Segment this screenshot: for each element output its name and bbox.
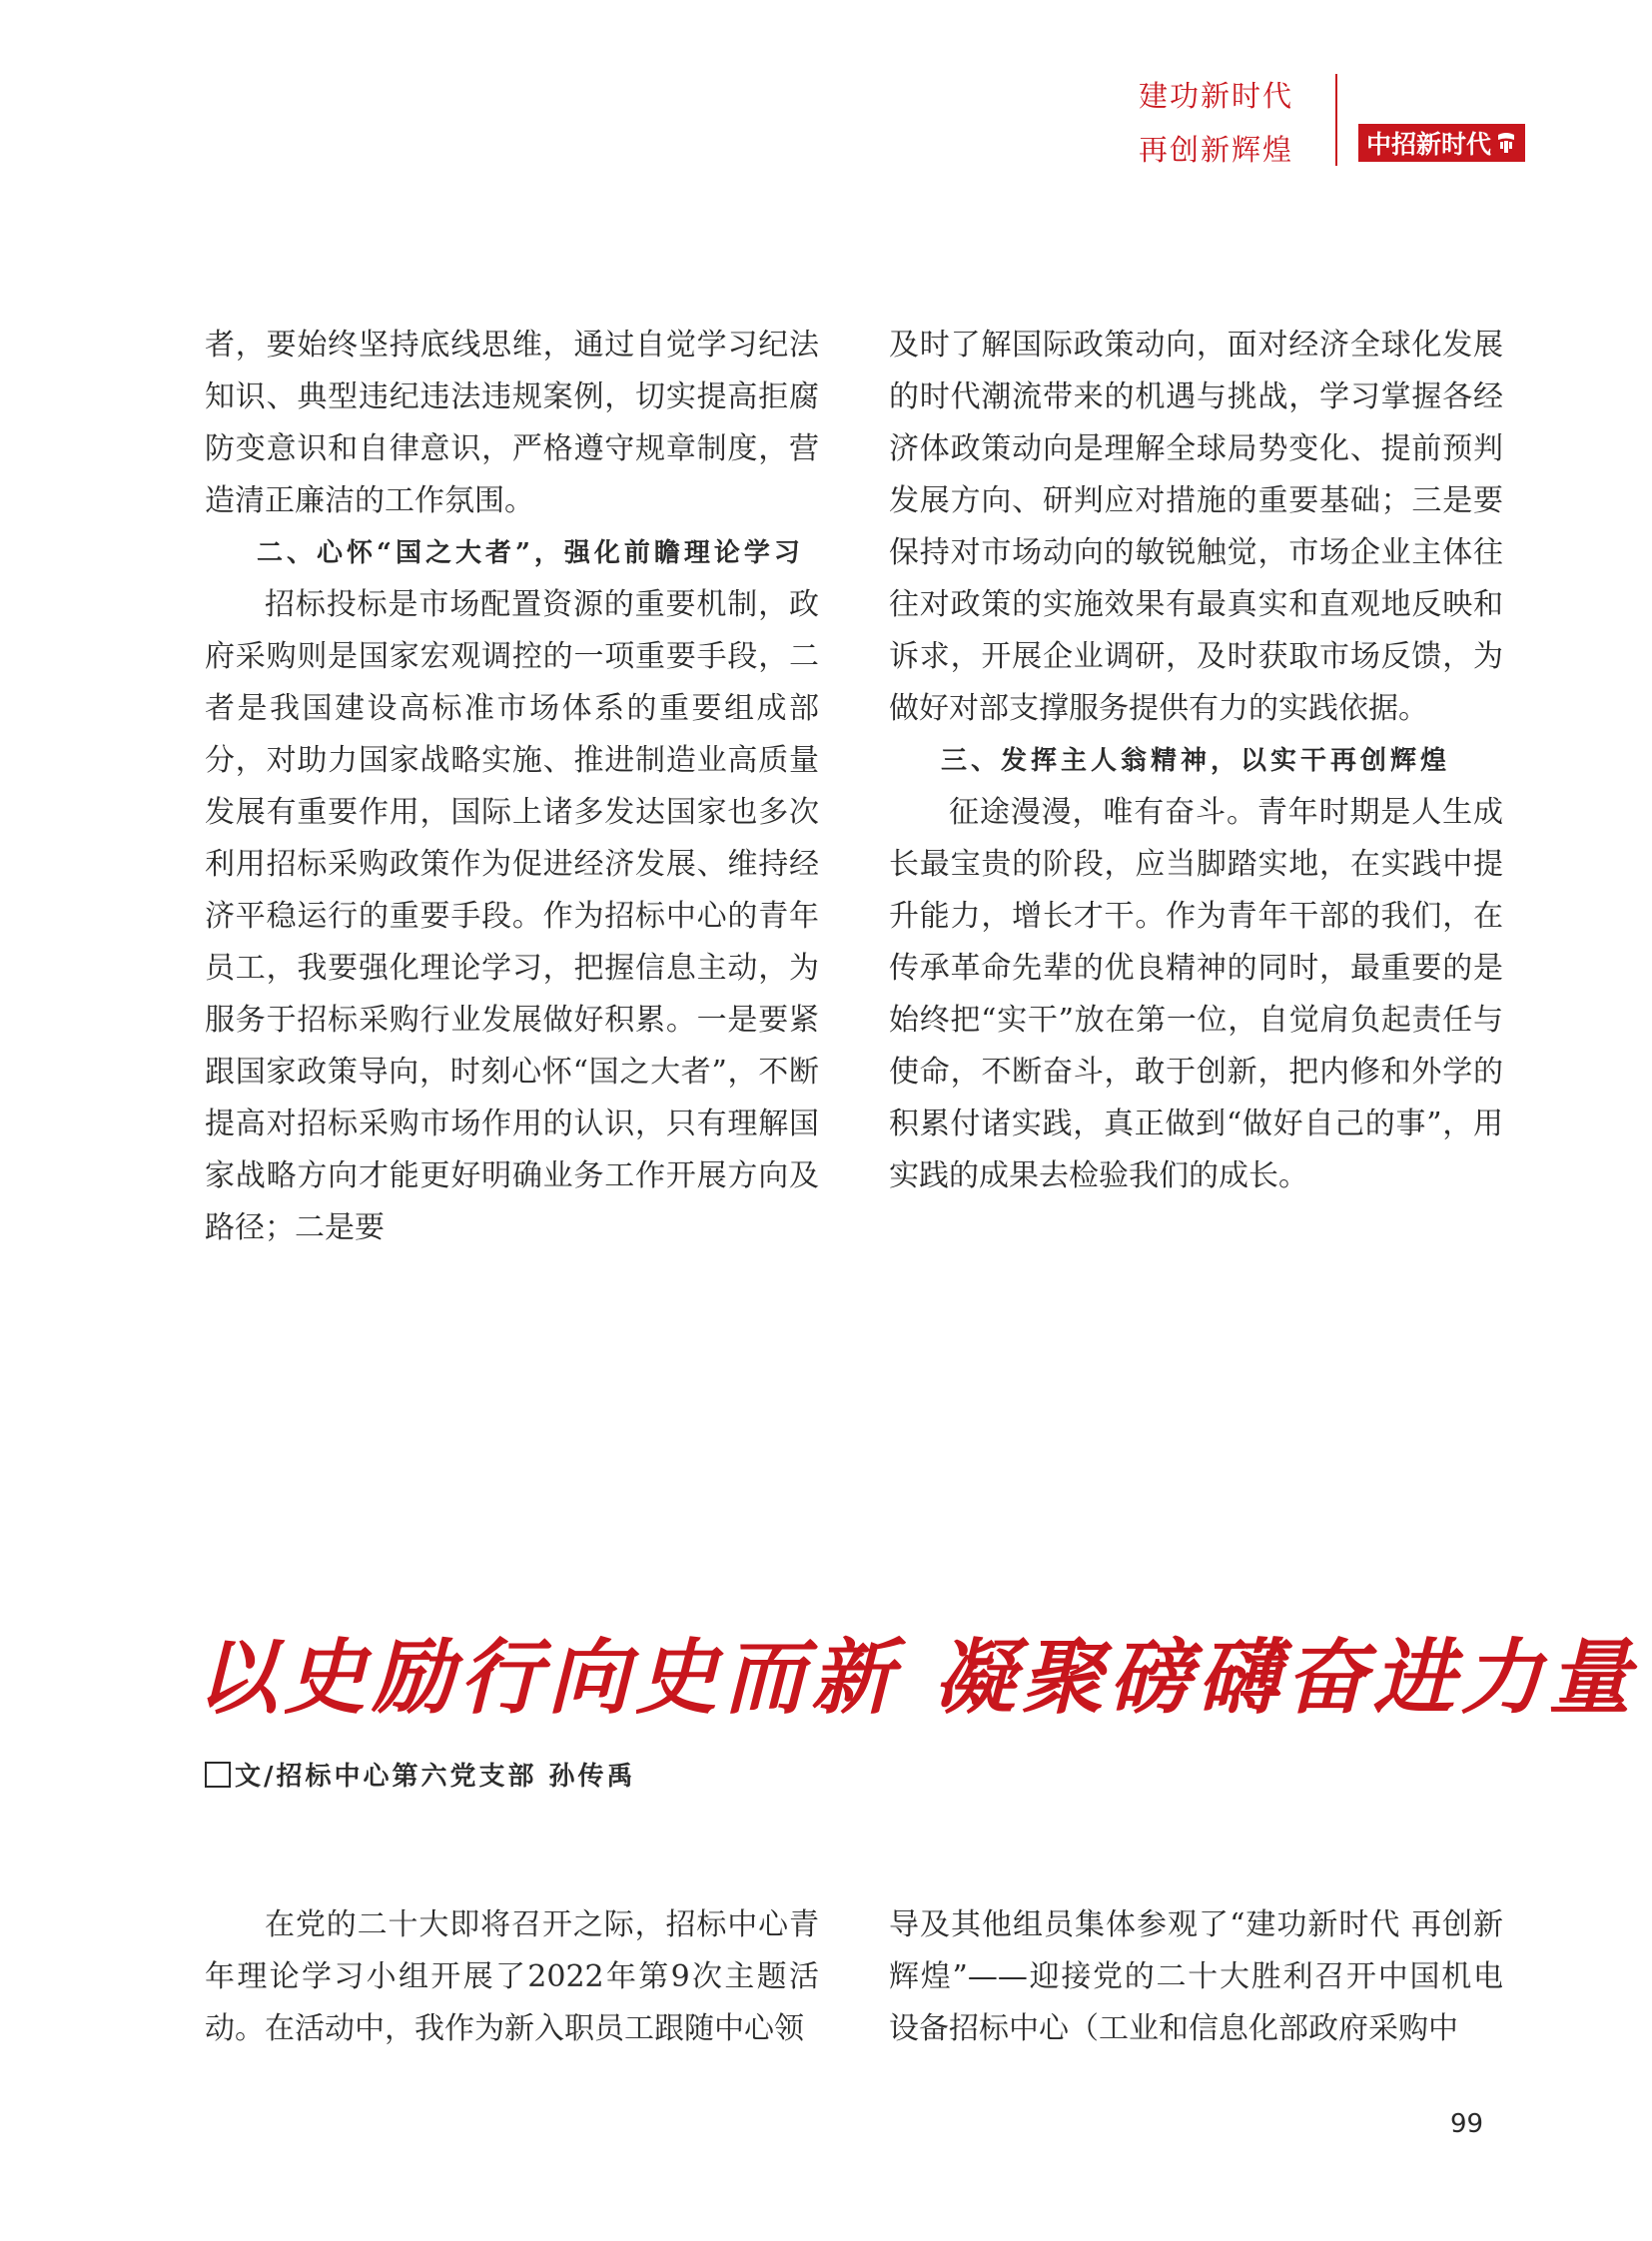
column-badge	[1358, 124, 1525, 162]
paragraph: 征途漫漫，唯有奋斗。青年时期是人生成长最宝贵的阶段，应当脚踏实地，在实践中提升能力，增长才干。作为青年干部的我们，在传承革命先辈的优良精神的同时，最重要的是始终把“实干”放在第一位，自觉肩负起责任与使命，不断奋斗，敢于创新，把内修和外学的积累付诸实践，真正做到“做好自己的事”，用实践的成果去检验我们的成长。	[889, 795, 1503, 1193]
header-slogan-line2: 再创新辉煌	[1139, 133, 1294, 167]
article-left-column	[205, 1899, 819, 2055]
article-right-column	[889, 1899, 1503, 2055]
page-number: 99	[1450, 2109, 1484, 2139]
paragraph: 招标投标是市场配置资源的重要机制，政府采购则是国家宏观调控的一项重要手段，二者是我国建设高标准市场体系的重要组成部分，对助力国家战略实施、推进制造业高质量发展有重要作用，国际上诸多发达国家也多次利用招标采购政策作为促进经济发展、维持经济平稳运行的重要手段。作为招标中心的青年员工，我要强化理论学习，把握信息主动，为服务于招标采购行业发展做好积累。一是要紧跟国家政策导向，时刻心怀“国之大者”，不断提高对招标采购市场作用的认识，只有理解国家战略方向才能更好明确业务工作开展方向及路径；二是要	[205, 587, 819, 1245]
lamp-icon	[1495, 131, 1517, 155]
paragraph: 及时了解国际政策动向，面对经济全球化发展的时代潮流带来的机遇与挑战，学习掌握各经济体政策动向是理解全球局势变化、提前预判发展方向、研判应对措施的重要基础；三是要保持对市场动向的敏锐触觉，市场企业主体往往对政策的实施效果有最真实和直观地反映和诉求，开展企业调研，及时获取市场反馈，为做好对部支撑服务提供有力的实践依据。	[889, 328, 1503, 726]
section-heading: 二、心怀“国之大者”，强化前瞻理论学习	[257, 538, 804, 568]
header-slogan-line1: 建功新时代	[1139, 79, 1294, 113]
article-title: 以史励行向史而新 凝聚磅礴奋进力量	[196, 1630, 1637, 1726]
paragraph: 在党的二十大即将召开之际，招标中心青年理论学习小组开展了2022年第9次主题活动。在活动中，我作为新入职员工跟随中心领	[205, 1907, 819, 2046]
byline-text: 文/招标中心第六党支部 孙传禹	[235, 1762, 636, 1792]
upper-left-column	[205, 320, 819, 1254]
column-badge-label: 中招新时代	[1366, 130, 1492, 159]
section-heading: 三、发挥主人翁精神，以实干再创辉煌	[941, 746, 1451, 776]
article-byline	[205, 1756, 636, 1793]
paragraph: 导及其他组员集体参观了“建功新时代 再创新辉煌”——迎接党的二十大胜利召开中国机电设备招标中心（工业和信息化部政府采购中	[889, 1907, 1503, 2046]
paragraph: 者，要始终坚持底线思维，通过自觉学习纪法知识、典型违纪违法违规案例，切实提高拒腐防变意识和自律意识，严格遵守规章制度，营造清正廉洁的工作氛围。	[205, 328, 819, 518]
box-icon	[205, 1762, 231, 1788]
upper-right-column	[889, 320, 1503, 1202]
header-divider	[1335, 74, 1337, 166]
